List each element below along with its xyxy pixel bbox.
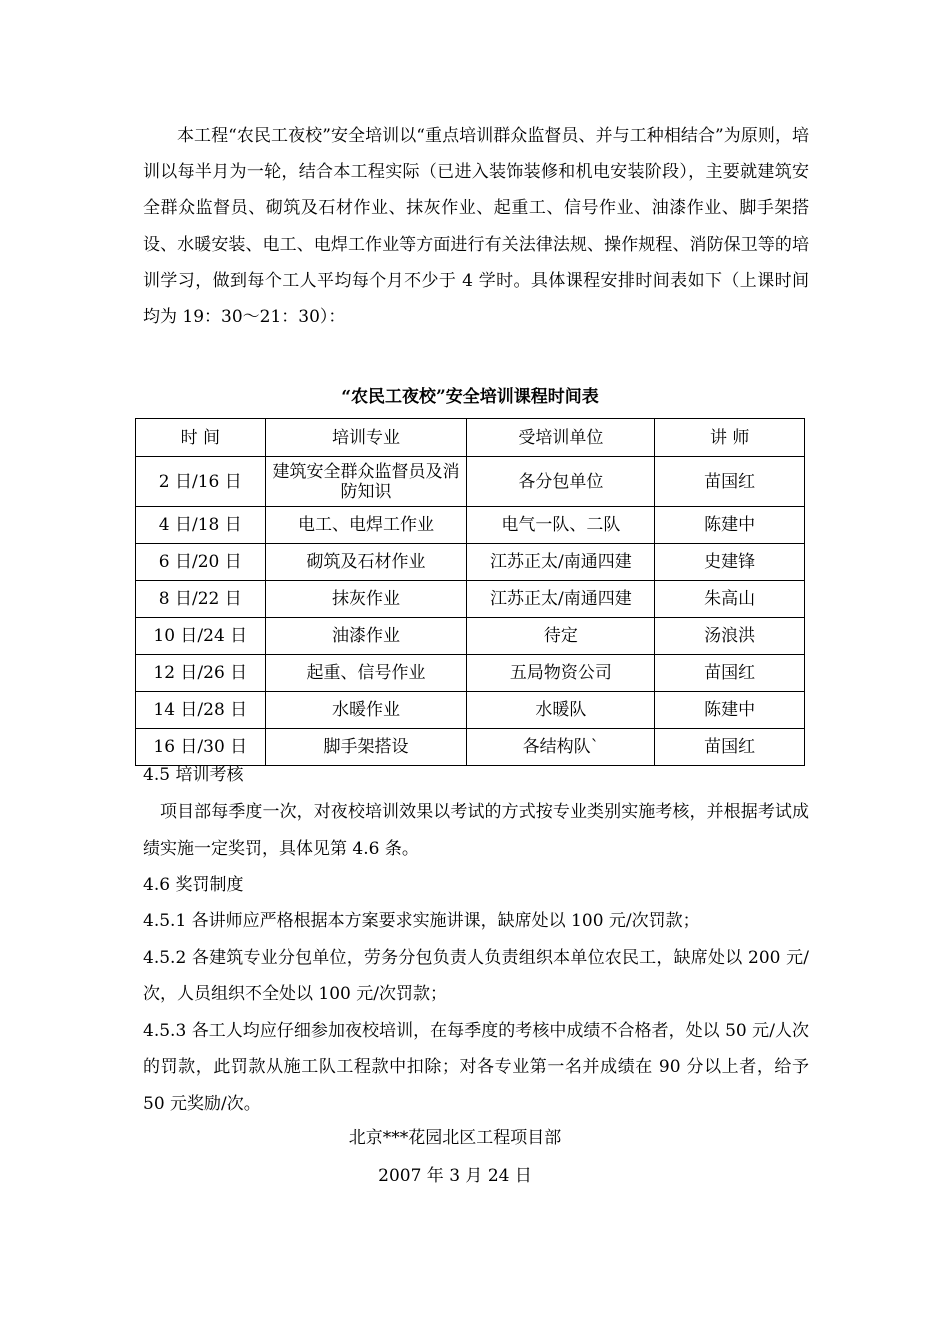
table-row: [136, 457, 805, 507]
cell-time: 14 日/28 日: [136, 692, 266, 729]
cell-lecturer: 史建锋: [655, 544, 805, 581]
cell-subject: 抹灰作业: [265, 581, 467, 618]
assessment-paragraph: 项目部每季度一次，对夜校培训效果以考试的方式按专业类别实施考核，并根据考试成绩实施一定奖罚，具体见第 4.6 条。: [143, 802, 809, 859]
cell-lecturer: 陈建中: [655, 692, 805, 729]
cell-unit: 待定: [467, 618, 655, 655]
section-title-rewards: 4.6 奖罚制度: [143, 875, 244, 895]
section-title-assessment: 4.5 培训考核: [143, 765, 244, 785]
intro-paragraph: 本工程“农民工夜校”安全培训以“重点培训群众监督员、并与工种相结合”为原则，培训以每半月为一轮，结合本工程实际（已进入装饰装修和机电安装阶段），主要就建筑安全群众监督员、砌筑及石材作业、抹灰作业、起重工、信号作业、油漆作业、脚手架搭设、水暖安装、电工、电焊工作业等方面进行有关法律法规、操作规程、消防保卫等的培训学习，做到每个工人平均每个月不少于 4 学时。具体课程安排时间表如下（上课时间均为 19：30～21：30）：: [143, 126, 809, 328]
cell-lecturer: 陈建中: [655, 507, 805, 544]
cell-unit: 江苏正太/南通四建: [467, 581, 655, 618]
table-row: [136, 581, 805, 618]
schedule-table: [135, 418, 805, 766]
cell-unit: 电气一队、二队: [467, 507, 655, 544]
cell-subject: 油漆作业: [265, 618, 467, 655]
cell-subject: 水暖作业: [265, 692, 467, 729]
rules-list: [143, 903, 809, 1122]
cell-time: 4 日/18 日: [136, 507, 266, 544]
cell-unit: 江苏正太/南通四建: [467, 544, 655, 581]
cell-unit: 各分包单位: [467, 457, 655, 507]
table-row: [136, 507, 805, 544]
cell-unit: 五局物资公司: [467, 655, 655, 692]
table-row: [136, 618, 805, 655]
table-row: [136, 692, 805, 729]
cell-lecturer: 苗国红: [655, 457, 805, 507]
header-lecturer: 讲 师: [655, 419, 805, 457]
cell-time: 2 日/16 日: [136, 457, 266, 507]
cell-lecturer: 苗国红: [655, 655, 805, 692]
rule-item: 4.5.1 各讲师应严格根据本方案要求实施讲课，缺席处以 100 元/次罚款；: [143, 911, 700, 931]
cell-subject: 起重、信号作业: [265, 655, 467, 692]
header-subject: 培训专业: [265, 419, 467, 457]
table-row: [136, 544, 805, 581]
cell-lecturer: 汤浪洪: [655, 618, 805, 655]
table-header-row: [136, 419, 805, 457]
cell-subject: 脚手架搭设: [265, 729, 467, 766]
cell-unit: 水暖队: [467, 692, 655, 729]
cell-lecturer: 朱高山: [655, 581, 805, 618]
cell-time: 12 日/26 日: [136, 655, 266, 692]
cell-unit: 各结构队`: [467, 729, 655, 766]
cell-time: 16 日/30 日: [136, 729, 266, 766]
header-unit: 受培训单位: [467, 419, 655, 457]
rule-item: 4.5.3 各工人均应仔细参加夜校培训，在每季度的考核中成绩不合格者，处以 50 元/人次的罚款，此罚款从施工队工程款中扣除；对各专业第一名并成绩在 90 分以上者，给予 50 元奖励/次。: [143, 1020, 809, 1114]
table-row: [136, 655, 805, 692]
cell-time: 10 日/24 日: [136, 618, 266, 655]
cell-time: 8 日/22 日: [136, 581, 266, 618]
header-time: 时 间: [136, 419, 266, 457]
signature-org: 北京***花园北区工程项目部: [348, 1128, 562, 1148]
cell-subject: 建筑安全群众监督员及消防知识: [265, 457, 467, 507]
cell-time: 6 日/20 日: [136, 544, 266, 581]
cell-subject: 砌筑及石材作业: [265, 544, 467, 581]
signature-date: 2007 年 3 月 24 日: [378, 1166, 532, 1186]
table-title: “农民工夜校”安全培训课程时间表: [341, 387, 599, 407]
cell-lecturer: 苗国红: [655, 729, 805, 766]
rule-item: 4.5.2 各建筑专业分包单位，劳务分包负责人负责组织本单位农民工，缺席处以 200 元/次，人员组织不全处以 100 元/次罚款；: [143, 947, 809, 1004]
cell-subject: 电工、电焊工作业: [265, 507, 467, 544]
